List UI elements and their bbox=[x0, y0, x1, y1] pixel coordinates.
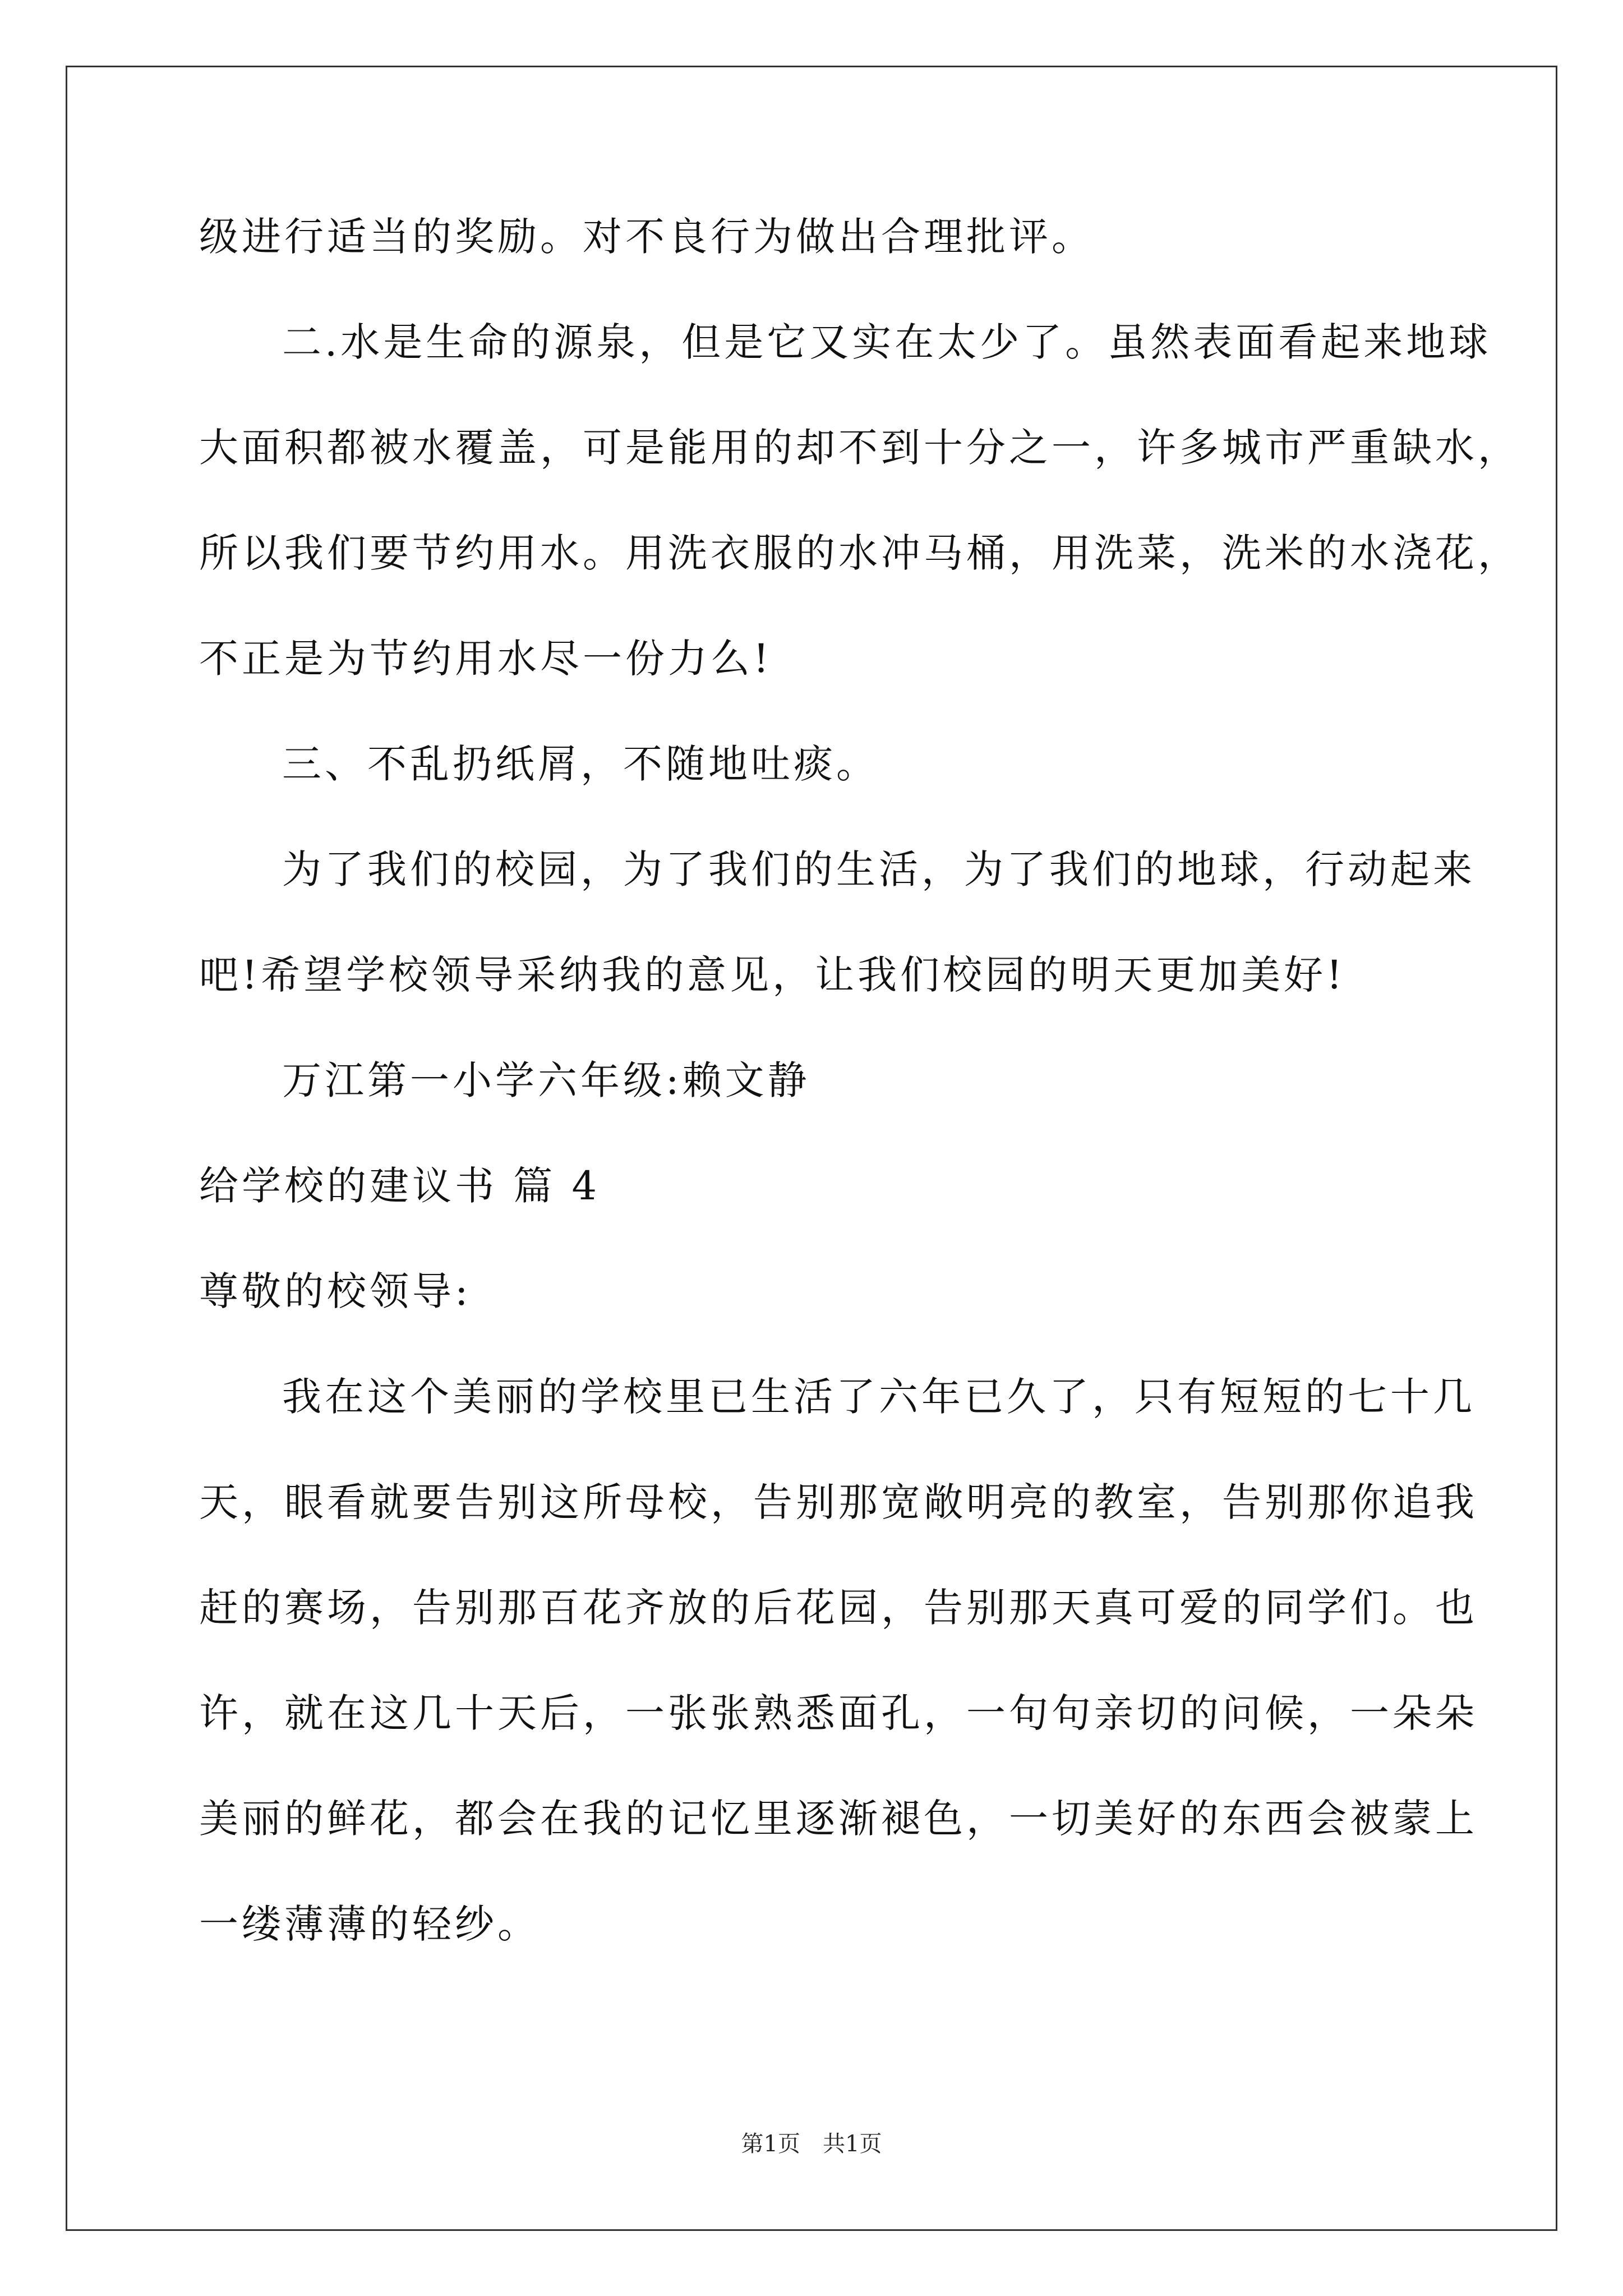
text-line: 天，眼看就要告别这所母校，告别那宽敞明亮的教室，告别那你追我 bbox=[199, 1479, 1478, 1525]
text-line: 级进行适当的奖励。对不良行为做出合理批评。 bbox=[199, 214, 1094, 260]
salutation: 尊敬的校领导: bbox=[199, 1268, 472, 1314]
page-total: 共1页 bbox=[823, 2131, 882, 2157]
text-line: 一缕薄薄的轻纱。 bbox=[199, 1901, 540, 1947]
text-line: 我在这个美丽的学校里已生活了六年已久了，只有短短的七十几 bbox=[282, 1374, 1476, 1420]
text-line: 吧!希望学校领导采纳我的意见，让我们校园的明天更加美好! bbox=[199, 952, 1346, 998]
text-line: 为了我们的校园，为了我们的生活，为了我们的地球，行动起来 bbox=[282, 846, 1476, 892]
text-line: 三、不乱扔纸屑，不随地吐痰。 bbox=[282, 741, 879, 787]
page-footer bbox=[0, 2127, 1623, 2161]
text-line: 不正是为节约用水尽一份力么! bbox=[199, 636, 773, 682]
text-line: 大面积都被水覆盖，可是能用的却不到十分之一，许多城市严重缺水， bbox=[199, 425, 1520, 471]
page-number: 第1页 bbox=[741, 2131, 800, 2157]
text-line: 赶的赛场，告别那百花齐放的后花园，告别那天真可爱的同学们。也 bbox=[199, 1585, 1478, 1631]
text-line: 美丽的鲜花，都会在我的记忆里逐渐褪色，一切美好的东西会被蒙上 bbox=[199, 1796, 1478, 1842]
text-line: 许，就在这几十天后，一张张熟悉面孔，一句句亲切的问候，一朵朵 bbox=[199, 1690, 1478, 1736]
text-line: 二.水是生命的源泉，但是它又实在太少了。虽然表面看起来地球 bbox=[282, 319, 1492, 365]
text-line: 所以我们要节约用水。用洗衣服的水冲马桶，用洗菜，洗米的水浇花， bbox=[199, 530, 1520, 576]
section-heading: 给学校的建议书 篇 4 bbox=[199, 1163, 601, 1209]
signature-line: 万江第一小学六年级:赖文静 bbox=[282, 1057, 810, 1103]
